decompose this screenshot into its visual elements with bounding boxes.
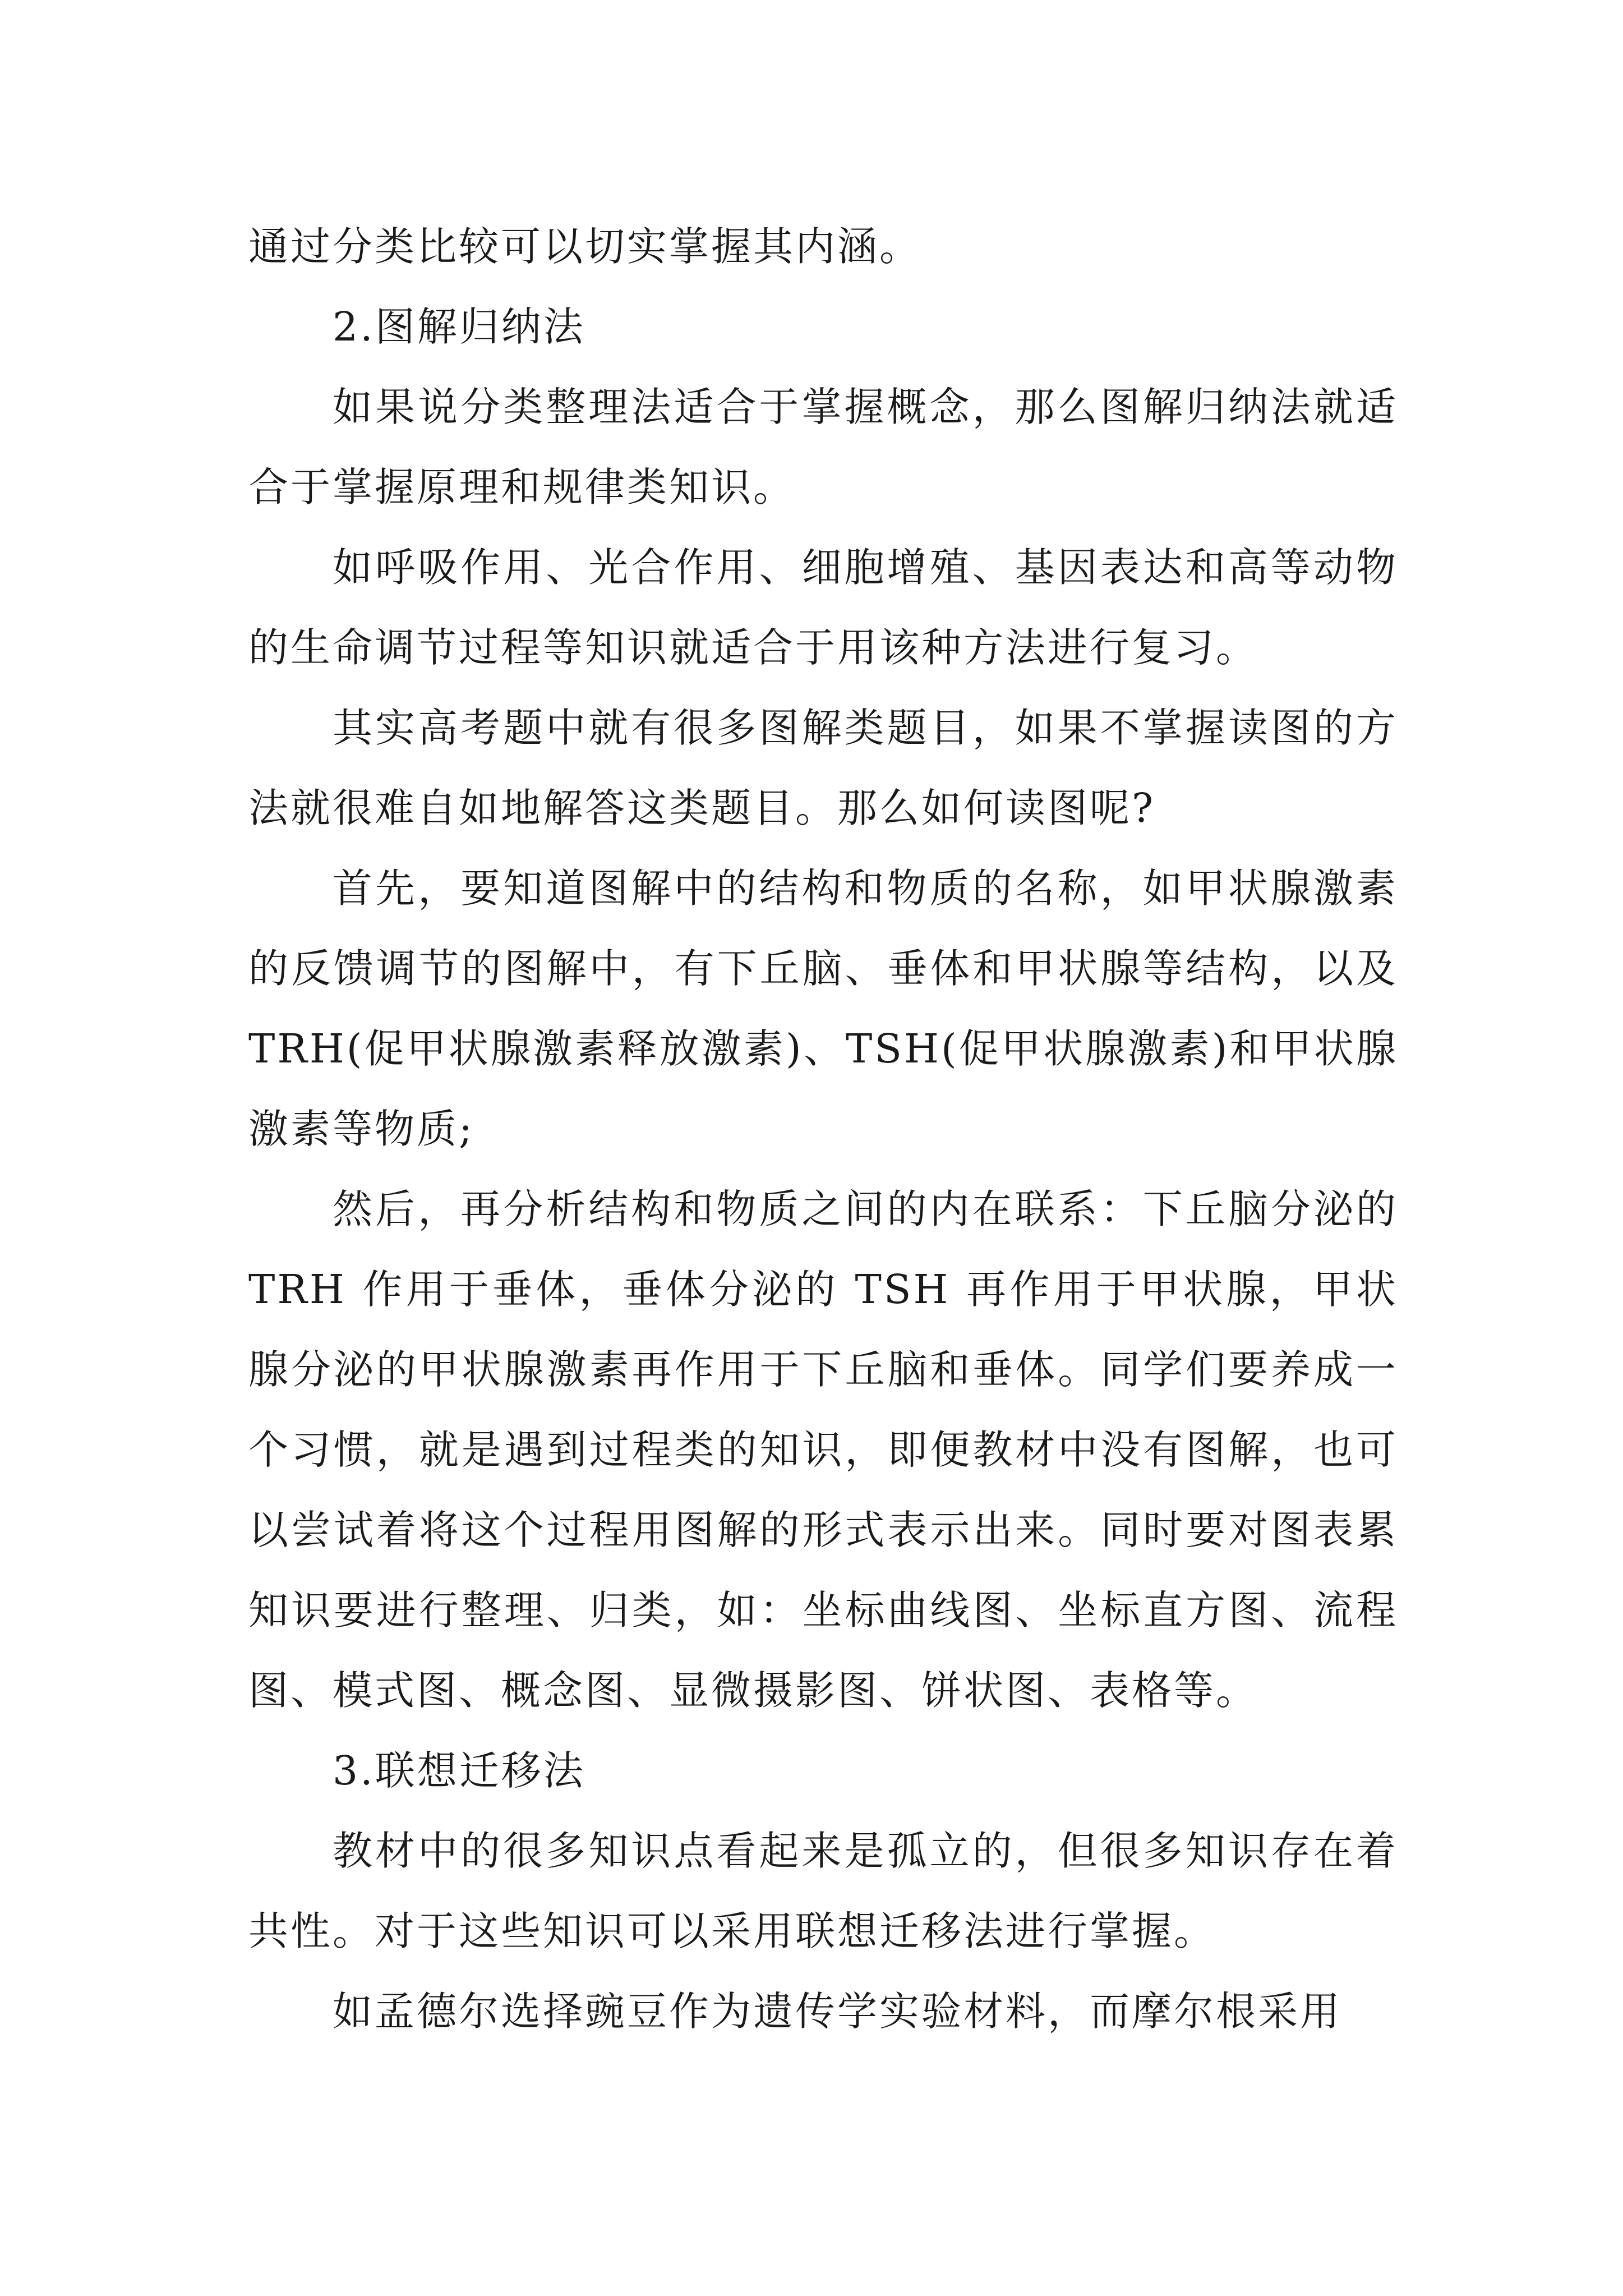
document-body (248, 206, 1398, 2051)
body-paragraph: 首先，要知道图解中的结构和物质的名称，如甲状腺激素的反馈调节的图解中，有下丘脑、垂体和甲状腺等结构，以及 TRH(促甲状腺激素释放激素)、TSH(促甲状腺激素)和甲状腺激素等物质; (248, 865, 1398, 1152)
section-heading-association-transfer: 3.联想迁移法 (333, 1747, 585, 1794)
body-paragraph: 其实高考题中就有很多图解类题目，如果不掌握读图的方法就很难自如地解答这类题目。那么如何读图呢? (248, 705, 1398, 831)
body-paragraph: 如果说分类整理法适合于掌握概念，那么图解归纳法就适合于掌握原理和规律类知识。 (248, 384, 1398, 510)
body-paragraph: 然后，再分析结构和物质之间的内在联系：下丘脑分泌的 TRH 作用于垂体，垂体分泌的 TSH 再作用于甲状腺，甲状腺分泌的甲状腺激素再作用于下丘脑和垂体。同学们要养成一个习惯，就是遇到过程类的知识，即便教材中没有图解，也可以尝试着将这个过程用图解的形式表示出来。同时要对图表累知识要进行整理、归类，如：坐标曲线图、坐标直方图、流程图、模式图、概念图、显微摄影图、饼状图、表格等。 (248, 1186, 1398, 1714)
body-paragraph: 教材中的很多知识点看起来是孤立的，但很多知识存在着共性。对于这些知识可以采用联想迁移法进行掌握。 (248, 1828, 1398, 1954)
continuation-paragraph: 通过分类比较可以切实掌握其内涵。 (248, 223, 922, 270)
body-paragraph: 如孟德尔选择豌豆作为遗传学实验材料，而摩尔根采用 (333, 1988, 1343, 2035)
section-heading-diagram-induction: 2.图解归纳法 (333, 303, 585, 350)
body-paragraph: 如呼吸作用、光合作用、细胞增殖、基因表达和高等动物的生命调节过程等知识就适合于用该种方法进行复习。 (248, 544, 1398, 671)
